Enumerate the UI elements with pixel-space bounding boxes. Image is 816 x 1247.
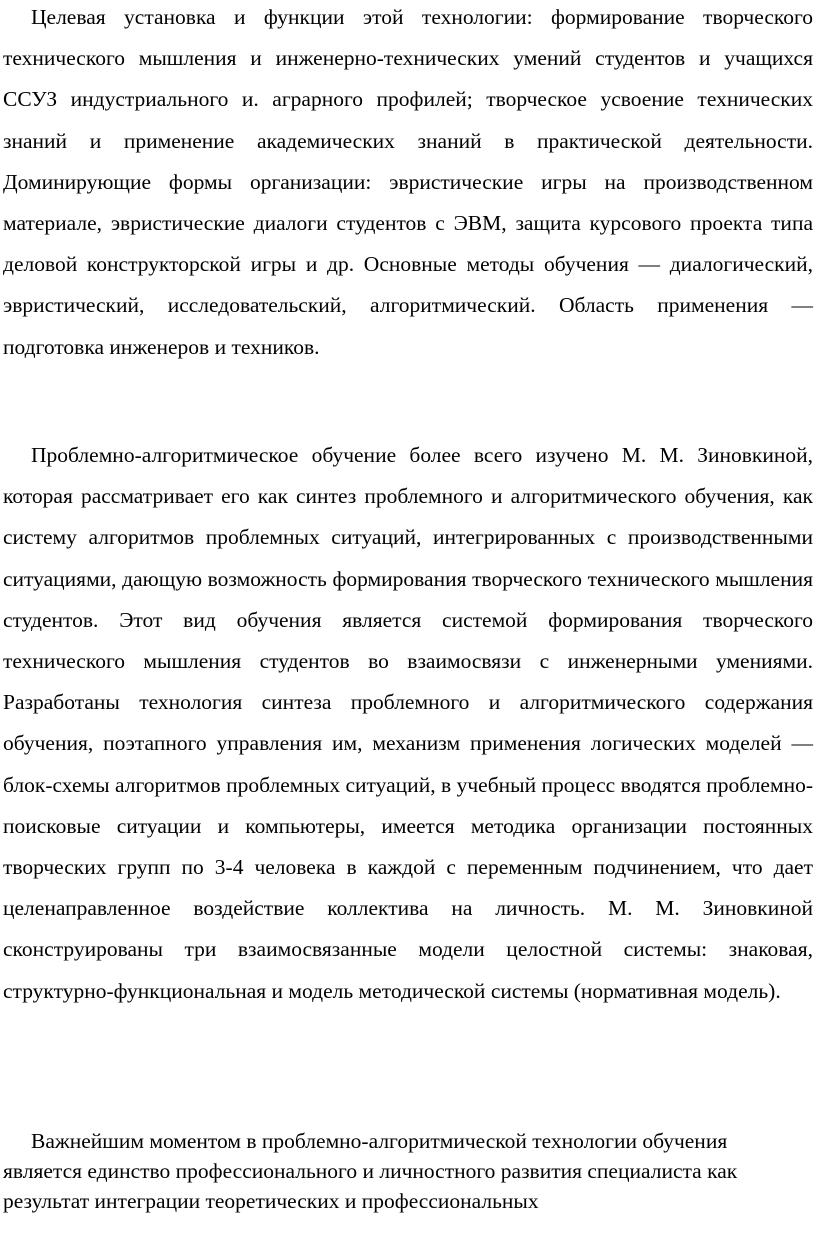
paragraph-key-moment: Важнейшим моментом в проблемно-алгоритмической технологии обучения является единство профессионального и личностного развития специалиста как результат интеграции теоретических и профессиональных <box>3 1129 738 1213</box>
paragraph-technology-goals: Целевая установка и функции этой технологии: формирование творческого технического мышления и инженерно-технических умений студентов и учащихся ССУЗ индустриального и. аграрного профилей; творческое усвоение технических знаний и применение академических знаний в практической деятельности. Доминирующие формы организации: эвристические игры на производственном материале, эвристические диалоги студентов с ЭВМ, защита курсового проекта типа деловой конструкторской игры и др. Основные методы обучения — диалогический, эвристический, исследовательский, алгоритмический. Область применения — подготовка инженеров и техников. <box>3 5 813 359</box>
paragraph-problem-algorithmic-learning: Проблемно-алгоритмическое обучение более всего изучено М. М. Зиновкиной, которая рассматривает его как синтез проблемного и алгоритмического обучения, как систему алгоритмов проблемных ситуаций, интегрированных с производственными ситуациями, дающую возможность формирования творческого технического мышления студентов. Этот вид обучения является системой формирования творческого технического мышления студентов во взаимосвязи с инженерными умениями. Разработаны технология синтеза проблемного и алгоритмического содержания обучения, поэтапного управления им, механизм применения логических моделей — блок-схемы алгоритмов проблемных ситуаций, в учебный процесс вводятся проблемно-поисковые ситуации и компьютеры, имеется методика организации постоянных творческих групп по 3-4 человека в каждой с переменным подчинением, что дает целенаправленное воздействие коллектива на личность. М. М. Зиновкиной сконструированы три взаимосвязанные модели целостной системы: знаковая, структурно-функциональная и модель методической системы (нормативная модель). <box>3 443 813 1003</box>
